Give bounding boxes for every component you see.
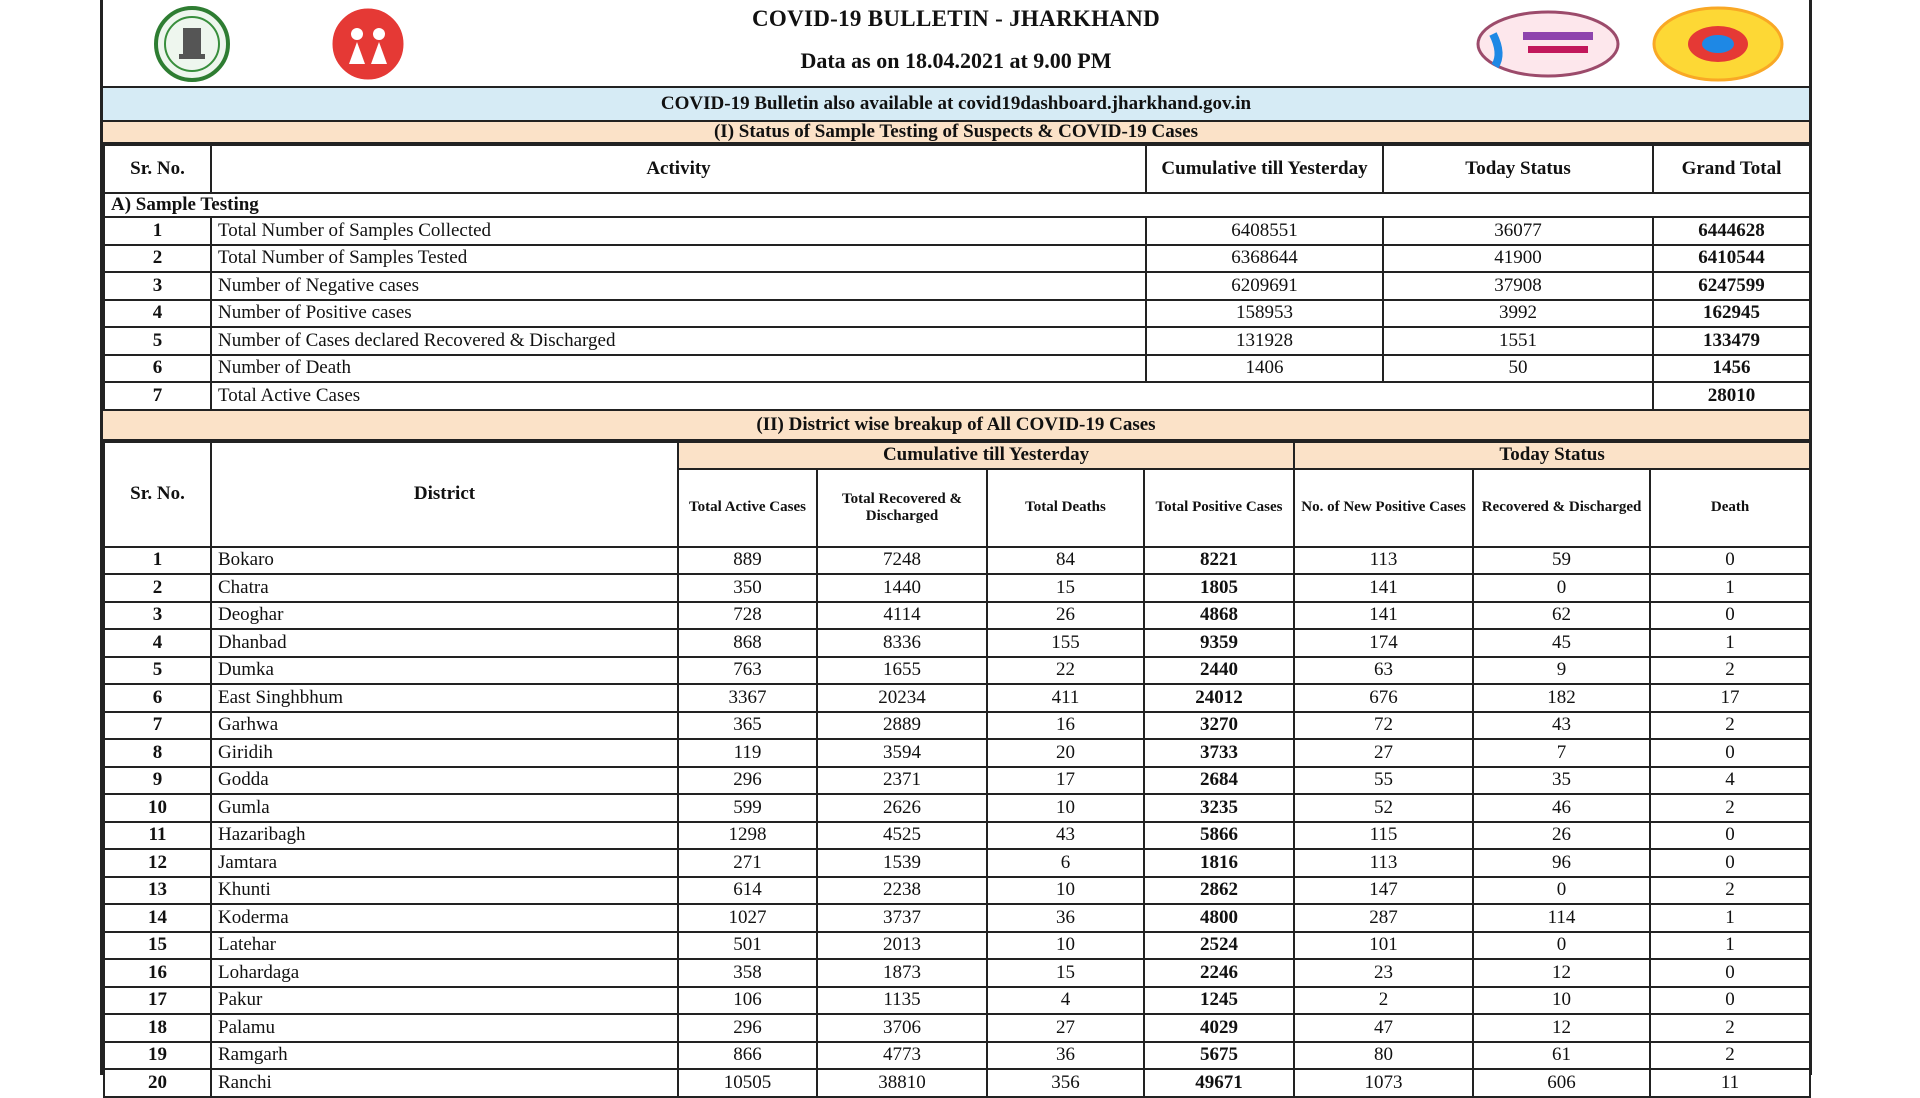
district-cell: Hazaribagh (211, 822, 678, 850)
death-today-cell: 4 (1650, 767, 1810, 795)
recovered-today-cell: 12 (1473, 959, 1650, 987)
active-cell: 296 (678, 1014, 817, 1042)
recovered-today-cell: 182 (1473, 684, 1650, 712)
new-positive-cell: 63 (1294, 657, 1473, 685)
col-total-deaths: Total Deaths (987, 469, 1144, 547)
positive-cell: 2440 (1144, 657, 1294, 685)
recovered-cell: 1655 (817, 657, 987, 685)
recovered-cell: 2626 (817, 794, 987, 822)
sample-testing-subheading: A) Sample Testing (104, 193, 1810, 217)
district-cell: Garhwa (211, 712, 678, 740)
table-header-row (104, 145, 1810, 193)
deaths-cell: 411 (987, 684, 1144, 712)
active-cell: 1298 (678, 822, 817, 850)
positive-cell: 5675 (1144, 1042, 1294, 1070)
col-activity: Activity (211, 145, 1146, 193)
bulletin-header (103, 0, 1809, 88)
deaths-cell: 10 (987, 794, 1144, 822)
table-row (104, 327, 1810, 355)
recovered-today-cell: 0 (1473, 932, 1650, 960)
district-cell: Koderma (211, 904, 678, 932)
col-new-positive: No. of New Positive Cases (1294, 469, 1473, 547)
death-today-cell: 2 (1650, 657, 1810, 685)
recovered-today-cell: 0 (1473, 574, 1650, 602)
table-row (104, 767, 1810, 795)
recovered-cell: 20234 (817, 684, 987, 712)
recovered-today-cell: 43 (1473, 712, 1650, 740)
active-cell: 350 (678, 574, 817, 602)
group-today: Today Status (1294, 442, 1810, 469)
death-today-cell: 11 (1650, 1069, 1810, 1097)
col-total-positive: Total Positive Cases (1144, 469, 1294, 547)
new-positive-cell: 113 (1294, 849, 1473, 877)
activity-cell: Number of Death (211, 355, 1146, 383)
sr-no-cell: 12 (104, 849, 211, 877)
recovered-cell: 4773 (817, 1042, 987, 1070)
death-today-cell: 2 (1650, 877, 1810, 905)
positive-cell: 9359 (1144, 629, 1294, 657)
sample-testing-table (103, 144, 1811, 411)
district-cell: Dhanbad (211, 629, 678, 657)
sr-no-cell: 17 (104, 987, 211, 1015)
recovered-cell: 2013 (817, 932, 987, 960)
subheading-row (104, 193, 1810, 217)
sr-no-cell: 7 (104, 712, 211, 740)
recovered-today-cell: 10 (1473, 987, 1650, 1015)
death-today-cell: 2 (1650, 1014, 1810, 1042)
death-today-cell: 1 (1650, 629, 1810, 657)
table-row (104, 245, 1810, 273)
sr-no-cell: 3 (104, 272, 211, 300)
death-today-cell: 2 (1650, 1042, 1810, 1070)
activity-cell: Number of Negative cases (211, 272, 1146, 300)
active-cell: 119 (678, 739, 817, 767)
recovered-today-cell: 45 (1473, 629, 1650, 657)
table-row (104, 300, 1810, 328)
jharkhand-logo-icon (1643, 4, 1793, 84)
recovered-today-cell: 35 (1473, 767, 1650, 795)
new-positive-cell: 174 (1294, 629, 1473, 657)
col-sr-no: Sr. No. (104, 442, 211, 547)
recovered-today-cell: 0 (1473, 877, 1650, 905)
district-cell: Godda (211, 767, 678, 795)
today-cell: 1551 (1383, 327, 1653, 355)
death-today-cell: 17 (1650, 684, 1810, 712)
sr-no-cell: 2 (104, 245, 211, 273)
positive-cell: 4029 (1144, 1014, 1294, 1042)
cumulative-cell: 158953 (1146, 300, 1383, 328)
active-cell: 106 (678, 987, 817, 1015)
district-cell: East Singhbhum (211, 684, 678, 712)
death-today-cell: 0 (1650, 739, 1810, 767)
new-positive-cell: 141 (1294, 602, 1473, 630)
table-row (104, 1014, 1810, 1042)
cumulative-cell: 6408551 (1146, 217, 1383, 245)
positive-cell: 1805 (1144, 574, 1294, 602)
sr-no-cell: 6 (104, 684, 211, 712)
table-row (104, 629, 1810, 657)
deaths-cell: 84 (987, 547, 1144, 575)
death-today-cell: 0 (1650, 959, 1810, 987)
death-today-cell: 0 (1650, 547, 1810, 575)
activity-cell: Total Active Cases (211, 382, 1653, 410)
recovered-today-cell: 26 (1473, 822, 1650, 850)
positive-cell: 3235 (1144, 794, 1294, 822)
table-row (104, 217, 1810, 245)
district-cell: Chatra (211, 574, 678, 602)
sr-no-cell: 5 (104, 327, 211, 355)
col-cumulative: Cumulative till Yesterday (1146, 145, 1383, 193)
swasthya-logo-icon (1473, 4, 1623, 84)
new-positive-cell: 101 (1294, 932, 1473, 960)
deaths-cell: 4 (987, 987, 1144, 1015)
new-positive-cell: 2 (1294, 987, 1473, 1015)
cumulative-cell: 1406 (1146, 355, 1383, 383)
table-row (104, 822, 1810, 850)
recovered-cell: 7248 (817, 547, 987, 575)
recovered-cell: 2889 (817, 712, 987, 740)
district-cell: Pakur (211, 987, 678, 1015)
active-cell: 599 (678, 794, 817, 822)
sr-no-cell: 8 (104, 739, 211, 767)
sr-no-cell: 16 (104, 959, 211, 987)
positive-cell: 2246 (1144, 959, 1294, 987)
grand-total-cell: 28010 (1653, 382, 1810, 410)
recovered-cell: 38810 (817, 1069, 987, 1097)
positive-cell: 4800 (1144, 904, 1294, 932)
recovered-cell: 2238 (817, 877, 987, 905)
active-cell: 614 (678, 877, 817, 905)
table-row (104, 574, 1810, 602)
table-row (104, 355, 1810, 383)
deaths-cell: 27 (987, 1014, 1144, 1042)
col-recovered-today: Recovered & Discharged (1473, 469, 1650, 547)
positive-cell: 2684 (1144, 767, 1294, 795)
cumulative-cell: 6209691 (1146, 272, 1383, 300)
grand-total-cell: 133479 (1653, 327, 1810, 355)
active-cell: 868 (678, 629, 817, 657)
active-cell: 1027 (678, 904, 817, 932)
sr-no-cell: 4 (104, 629, 211, 657)
table-row (104, 547, 1810, 575)
today-cell: 41900 (1383, 245, 1653, 273)
table-row (104, 1069, 1810, 1097)
recovered-today-cell: 96 (1473, 849, 1650, 877)
deaths-cell: 20 (987, 739, 1144, 767)
recovered-today-cell: 61 (1473, 1042, 1650, 1070)
sr-no-cell: 10 (104, 794, 211, 822)
table-row (104, 684, 1810, 712)
recovered-cell: 3737 (817, 904, 987, 932)
new-positive-cell: 147 (1294, 877, 1473, 905)
today-cell: 3992 (1383, 300, 1653, 328)
recovered-cell: 3594 (817, 739, 987, 767)
positive-cell: 1245 (1144, 987, 1294, 1015)
recovered-cell: 1539 (817, 849, 987, 877)
positive-cell: 3733 (1144, 739, 1294, 767)
death-today-cell: 0 (1650, 987, 1810, 1015)
table-row (104, 959, 1810, 987)
new-positive-cell: 55 (1294, 767, 1473, 795)
deaths-cell: 10 (987, 877, 1144, 905)
death-today-cell: 0 (1650, 602, 1810, 630)
activity-cell: Number of Cases declared Recovered & Discharged (211, 327, 1146, 355)
district-cell: Ranchi (211, 1069, 678, 1097)
district-cell: Dumka (211, 657, 678, 685)
col-death-today: Death (1650, 469, 1810, 547)
district-cell: Jamtara (211, 849, 678, 877)
new-positive-cell: 115 (1294, 822, 1473, 850)
table-row (104, 877, 1810, 905)
positive-cell: 3270 (1144, 712, 1294, 740)
active-cell: 728 (678, 602, 817, 630)
activity-cell: Total Number of Samples Collected (211, 217, 1146, 245)
death-today-cell: 2 (1650, 712, 1810, 740)
death-today-cell: 2 (1650, 794, 1810, 822)
active-cell: 271 (678, 849, 817, 877)
recovered-cell: 1873 (817, 959, 987, 987)
section2-title: (II) District wise breakup of All COVID-19 Cases (103, 411, 1809, 441)
positive-cell: 5866 (1144, 822, 1294, 850)
death-today-cell: 1 (1650, 932, 1810, 960)
cumulative-cell: 131928 (1146, 327, 1383, 355)
sr-no-cell: 13 (104, 877, 211, 905)
recovered-cell: 2371 (817, 767, 987, 795)
recovered-cell: 3706 (817, 1014, 987, 1042)
recovered-today-cell: 46 (1473, 794, 1650, 822)
sr-no-cell: 6 (104, 355, 211, 383)
table-row (104, 987, 1810, 1015)
activity-cell: Number of Positive cases (211, 300, 1146, 328)
section1-title: (I) Status of Sample Testing of Suspects & COVID-19 Cases (103, 122, 1809, 144)
positive-cell: 2524 (1144, 932, 1294, 960)
district-cell: Giridih (211, 739, 678, 767)
sr-no-cell: 4 (104, 300, 211, 328)
table-row (104, 932, 1810, 960)
sr-no-cell: 1 (104, 547, 211, 575)
deaths-cell: 10 (987, 932, 1144, 960)
new-positive-cell: 80 (1294, 1042, 1473, 1070)
table-row (104, 849, 1810, 877)
bulletin-date: Data as on 18.04.2021 at 9.00 PM (800, 48, 1112, 73)
death-today-cell: 1 (1650, 904, 1810, 932)
deaths-cell: 6 (987, 849, 1144, 877)
today-cell: 50 (1383, 355, 1653, 383)
positive-cell: 4868 (1144, 602, 1294, 630)
sr-no-cell: 19 (104, 1042, 211, 1070)
new-positive-cell: 113 (1294, 547, 1473, 575)
district-cell: Lohardaga (211, 959, 678, 987)
deaths-cell: 36 (987, 1042, 1144, 1070)
district-cell: Ramgarh (211, 1042, 678, 1070)
district-cell: Latehar (211, 932, 678, 960)
deaths-cell: 17 (987, 767, 1144, 795)
district-group-header-row (104, 442, 1810, 469)
sr-no-cell: 14 (104, 904, 211, 932)
table-row (104, 382, 1810, 410)
grand-total-cell: 6410544 (1653, 245, 1810, 273)
positive-cell: 49671 (1144, 1069, 1294, 1097)
active-cell: 3367 (678, 684, 817, 712)
recovered-cell: 8336 (817, 629, 987, 657)
district-cell: Khunti (211, 877, 678, 905)
sr-no-cell: 18 (104, 1014, 211, 1042)
positive-cell: 24012 (1144, 684, 1294, 712)
sr-no-cell: 7 (104, 382, 211, 410)
table-row (104, 602, 1810, 630)
deaths-cell: 43 (987, 822, 1144, 850)
death-today-cell: 0 (1650, 849, 1810, 877)
new-positive-cell: 287 (1294, 904, 1473, 932)
positive-cell: 2862 (1144, 877, 1294, 905)
district-cell: Gumla (211, 794, 678, 822)
deaths-cell: 26 (987, 602, 1144, 630)
recovered-today-cell: 12 (1473, 1014, 1650, 1042)
new-positive-cell: 27 (1294, 739, 1473, 767)
table-row (104, 712, 1810, 740)
recovered-cell: 4525 (817, 822, 987, 850)
positive-cell: 8221 (1144, 547, 1294, 575)
sr-no-cell: 20 (104, 1069, 211, 1097)
table-row (104, 1042, 1810, 1070)
new-positive-cell: 47 (1294, 1014, 1473, 1042)
recovered-cell: 4114 (817, 602, 987, 630)
sr-no-cell: 9 (104, 767, 211, 795)
recovered-cell: 1440 (817, 574, 987, 602)
table-row (104, 794, 1810, 822)
grand-total-cell: 6444628 (1653, 217, 1810, 245)
active-cell: 763 (678, 657, 817, 685)
active-cell: 501 (678, 932, 817, 960)
table-row (104, 272, 1810, 300)
grand-total-cell: 162945 (1653, 300, 1810, 328)
deaths-cell: 155 (987, 629, 1144, 657)
col-grand-total: Grand Total (1653, 145, 1810, 193)
sr-no-cell: 3 (104, 602, 211, 630)
grand-total-cell: 1456 (1653, 355, 1810, 383)
grand-total-cell: 6247599 (1653, 272, 1810, 300)
today-cell: 37908 (1383, 272, 1653, 300)
active-cell: 365 (678, 712, 817, 740)
deaths-cell: 15 (987, 959, 1144, 987)
sr-no-cell: 5 (104, 657, 211, 685)
deaths-cell: 36 (987, 904, 1144, 932)
new-positive-cell: 52 (1294, 794, 1473, 822)
col-total-active: Total Active Cases (678, 469, 817, 547)
new-positive-cell: 72 (1294, 712, 1473, 740)
recovered-today-cell: 7 (1473, 739, 1650, 767)
col-district: District (211, 442, 678, 547)
district-cell: Deoghar (211, 602, 678, 630)
active-cell: 358 (678, 959, 817, 987)
district-cell: Palamu (211, 1014, 678, 1042)
activity-cell: Total Number of Samples Tested (211, 245, 1146, 273)
availability-notice: COVID-19 Bulletin also available at covid19dashboard.jharkhand.gov.in (103, 88, 1809, 122)
table-row (104, 904, 1810, 932)
recovered-today-cell: 59 (1473, 547, 1650, 575)
recovered-today-cell: 9 (1473, 657, 1650, 685)
sr-no-cell: 1 (104, 217, 211, 245)
district-table (103, 441, 1811, 1098)
col-sr-no: Sr. No. (104, 145, 211, 193)
active-cell: 10505 (678, 1069, 817, 1097)
table-row (104, 657, 1810, 685)
new-positive-cell: 1073 (1294, 1069, 1473, 1097)
sr-no-cell: 15 (104, 932, 211, 960)
death-today-cell: 1 (1650, 574, 1810, 602)
recovered-today-cell: 114 (1473, 904, 1650, 932)
positive-cell: 1816 (1144, 849, 1294, 877)
deaths-cell: 356 (987, 1069, 1144, 1097)
new-positive-cell: 141 (1294, 574, 1473, 602)
bulletin-sheet (100, 0, 1812, 1093)
recovered-today-cell: 606 (1473, 1069, 1650, 1097)
district-cell: Bokaro (211, 547, 678, 575)
deaths-cell: 22 (987, 657, 1144, 685)
col-today-status: Today Status (1383, 145, 1653, 193)
sr-no-cell: 11 (104, 822, 211, 850)
deaths-cell: 15 (987, 574, 1144, 602)
recovered-today-cell: 62 (1473, 602, 1650, 630)
recovered-cell: 1135 (817, 987, 987, 1015)
table-row (104, 739, 1810, 767)
cumulative-cell: 6368644 (1146, 245, 1383, 273)
today-cell: 36077 (1383, 217, 1653, 245)
death-today-cell: 0 (1650, 822, 1810, 850)
deaths-cell: 16 (987, 712, 1144, 740)
active-cell: 889 (678, 547, 817, 575)
group-cumulative: Cumulative till Yesterday (678, 442, 1294, 469)
active-cell: 866 (678, 1042, 817, 1070)
new-positive-cell: 676 (1294, 684, 1473, 712)
col-total-recovered: Total Recovered & Discharged (817, 469, 987, 547)
active-cell: 296 (678, 767, 817, 795)
bulletin-title: COVID-19 BULLETIN - JHARKHAND (751, 6, 1161, 31)
sr-no-cell: 2 (104, 574, 211, 602)
new-positive-cell: 23 (1294, 959, 1473, 987)
